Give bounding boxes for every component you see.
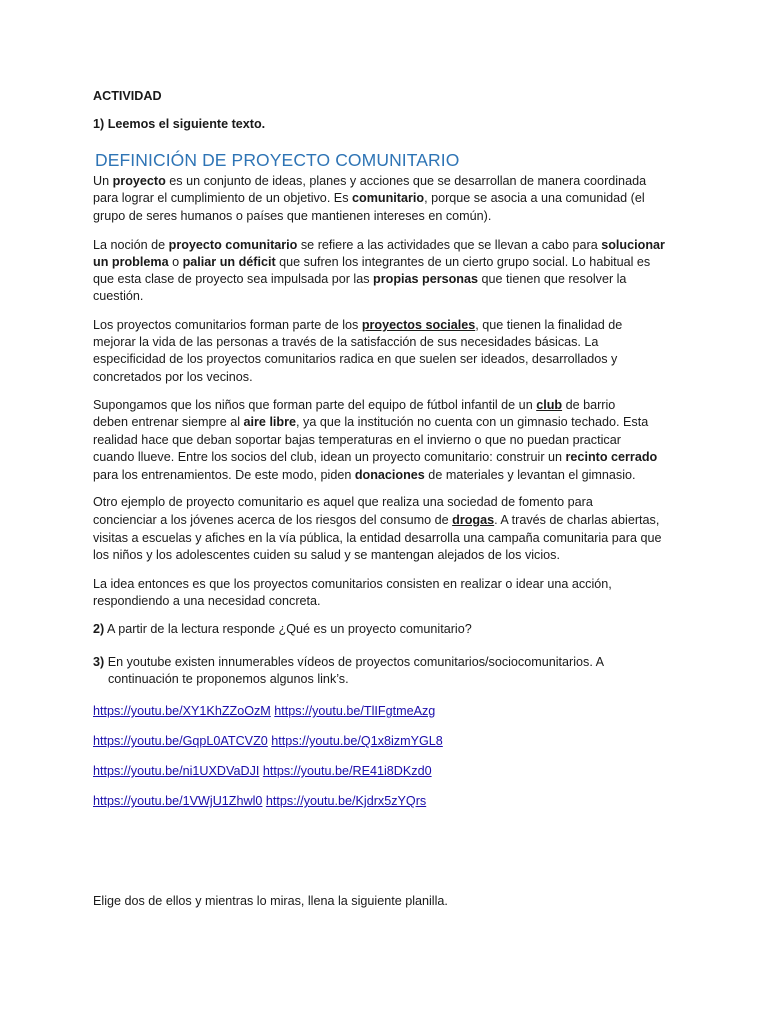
p3-line: especificidad de los proyectos comunitarios radica en que suelen ser ideados, desarrollados y (93, 352, 618, 366)
p2-line: La noción de proyecto comunitario se refiere a las actividades que se llevan a cabo para solucionar (93, 238, 665, 252)
item-3 (93, 654, 604, 671)
p4-line: para los entrenamientos. De este modo, piden donaciones de materiales y levantan el gimnasio. (93, 468, 636, 482)
item-2-number: 2) (93, 622, 105, 636)
youtube-link[interactable]: https://youtu.be/Kjdrx5zYQrs (265, 794, 427, 808)
p2-line: cuestión. (93, 289, 144, 303)
p6-line: respondiendo a una necesidad concreta. (93, 594, 321, 608)
p2-line: que esta clase de proyecto sea impulsada por las propias personas que tienen que resolver la (93, 272, 627, 286)
p4-line: realidad hace que deban soportar bajas temperaturas en el invierno o que no puedan practicar (93, 433, 621, 447)
closing-instruction: Elige dos de ellos y mientras lo miras, llena la siguiente planilla. (93, 894, 448, 908)
item-2-text: A partir de la lectura responde ¿Qué es un proyecto comunitario? (104, 622, 472, 636)
p6-line: La idea entonces es que los proyectos comunitarios consisten en realizar o idear una acción, (93, 577, 612, 591)
item-1-number: 1) (93, 117, 105, 131)
p1-line: para lograr el cumplimiento de un objetivo. Es comunitario, porque se asocia a una comunidad (el (93, 191, 645, 205)
activity-title: ACTIVIDAD (93, 89, 162, 103)
youtube-link[interactable]: https://youtu.be/GqpL0ATCVZ0 (93, 734, 268, 748)
link-row (93, 733, 443, 750)
link-row (93, 703, 435, 720)
p5-line: concienciar a los jóvenes acerca de los riesgos del consumo de drogas. A través de charlas abiertas, (93, 513, 660, 527)
youtube-link[interactable]: https://youtu.be/TlIFgtmeAzg (274, 704, 436, 718)
item-3-number: 3) (93, 655, 105, 669)
item-3-line-2: continuación te proponemos algunos link’s. (108, 672, 349, 686)
section-heading: DEFINICIÓN DE PROYECTO COMUNITARIO (95, 150, 460, 170)
item-2 (93, 621, 472, 638)
p1-line: grupo de seres humanos o países que mantienen intereses en común). (93, 209, 492, 223)
club-link[interactable]: club (536, 398, 563, 412)
drogas-link[interactable]: drogas (452, 513, 495, 527)
item-1 (93, 116, 265, 133)
p4-line: deben entrenar siempre al aire libre, ya que la institución no cuenta con un gimnasio techado. Esta (93, 415, 649, 429)
p3-line: Los proyectos comunitarios forman parte de los proyectos sociales, que tienen la finalidad de (93, 318, 623, 332)
p5-line: los niños y los adolescentes cuiden su salud y se mantengan alejados de los vicios. (93, 548, 560, 562)
link-row (93, 763, 432, 780)
p3-line: concretados por los vecinos. (93, 370, 253, 384)
youtube-link[interactable]: https://youtu.be/Q1x8izmYGL8 (271, 734, 443, 748)
p4-line: Supongamos que los niños que forman parte del equipo de fútbol infantil de un club de barrio (93, 398, 616, 412)
p1-line: Un proyecto es un conjunto de ideas, planes y acciones que se desarrollan de manera coordinada (93, 174, 647, 188)
p2-line: un problema o paliar un déficit que sufren los integrantes de un cierto grupo social. Lo habitual es (93, 255, 651, 269)
p5-line: Otro ejemplo de proyecto comunitario es aquel que realiza una sociedad de fomento para (93, 495, 593, 509)
link-row (93, 793, 426, 810)
item-1-text: Leemos el siguiente texto. (104, 117, 266, 131)
youtube-link[interactable]: https://youtu.be/XY1KhZZoOzM (93, 704, 271, 718)
p3-line: mejorar la vida de las personas a través de la satisfacción de sus necesidades básicas. La (93, 335, 599, 349)
youtube-link[interactable]: https://youtu.be/1VWjU1Zhwl0 (93, 794, 263, 808)
proyectos-sociales-link[interactable]: proyectos sociales (361, 318, 476, 332)
p4-line: cuando llueve. Entre los socios del club, idean un proyecto comunitario: construir un recinto cerrado (93, 450, 658, 464)
youtube-link[interactable]: https://youtu.be/ni1UXDVaDJI (93, 764, 260, 778)
item-3-text: En youtube existen innumerables vídeos de proyectos comunitarios/sociocomunitarios. A (104, 655, 605, 669)
p5-line: visitas a escuelas y afiches en la vía pública, la entidad desarrolla una campaña comunitaria para que (93, 531, 662, 545)
youtube-link[interactable]: https://youtu.be/RE41i8DKzd0 (262, 764, 432, 778)
